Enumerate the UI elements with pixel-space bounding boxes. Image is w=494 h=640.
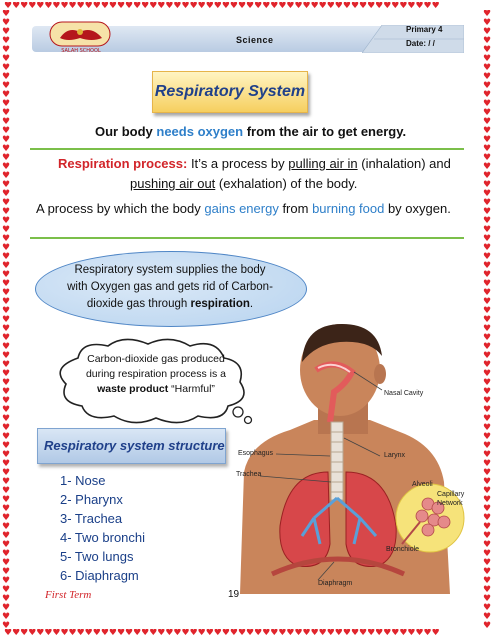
title-box [152,71,308,113]
respiration-text1: It’s a process by [187,156,289,171]
cloud-text [78,352,234,397]
grade-label: Primary 4 [406,25,443,34]
respiration-pull: pulling air in [288,156,358,171]
subject-label: Science [236,35,274,45]
label-alveoli: Alveoli [412,481,433,488]
heart-border-left: ♥♥♥♥♥♥♥♥♥♥♥♥♥♥♥♥♥♥♥♥♥♥♥♥♥♥♥♥♥♥♥♥♥♥♥♥♥♥♥♥♥♥♥♥♥♥♥♥♥♥♥♥♥♥♥♥♥♥♥♥♥♥♥♥♥♥♥♥♥ [2,10,11,630]
date-label: Date: / / [406,39,435,48]
label-bronchiole: Bronchiole [386,546,420,553]
respiration-push: pushing air out [130,176,216,191]
list-item: 1- Nose [60,473,106,488]
bubble-line-3 [60,296,280,313]
definition-part2: from [278,201,313,216]
definition-burning: burning food [312,201,385,216]
page-number: 19 [228,589,240,600]
structure-heading: Respiratory system structure [44,438,225,453]
cloud-line-1: Carbon-dioxide gas produced [87,353,225,365]
cloud-line-2: during respiration process is a [85,368,227,380]
list-item: 5- Two lungs [60,549,134,564]
logo-text: SALAH SCHOOL [61,48,101,54]
respiration-line-2 [130,176,357,191]
label-network: Network [437,500,463,507]
respiration-text2: (inhalation) and [357,156,451,171]
heart-border-bottom: ♥♥♥♥♥♥♥♥♥♥♥♥♥♥♥♥♥♥♥♥♥♥♥♥♥♥♥♥♥♥♥♥♥♥♥♥♥♥♥♥♥♥♥♥♥♥♥♥♥♥♥♥♥♥ [4,629,440,638]
definition-gains: gains energy [204,201,279,216]
label-diaphragm: Diaphragm [318,580,353,587]
bubble-line-3a: dioxide gas through [86,298,191,310]
cloud-line-3a: waste product [97,383,169,395]
structure-heading-box [37,428,226,464]
definition-part3: by oxygen. [384,201,451,216]
respiratory-system-illustration [230,322,465,594]
structure-list [60,471,145,585]
definition-line [36,201,451,216]
divider-top [30,148,464,150]
info-bubble-text [60,262,280,313]
divider-bottom [30,237,464,239]
intro-highlight: needs oxygen [156,124,244,139]
school-logo [46,20,116,54]
label-nasal-cavity: Nasal Cavity [384,390,424,397]
intro-part1: Our body [95,124,157,139]
definition-part1: A process by which the body [36,201,205,216]
cloud-line-3 [78,382,234,397]
list-item: 6- Diaphragm [60,568,139,583]
label-esophagus: Esophagus [238,450,274,457]
respiration-text3: (exhalation) of the body. [215,176,358,191]
page-title: Respiratory System [154,83,306,100]
bubble-line-1: Respiratory system supplies the body [74,264,266,276]
label-capillary: Capillary [437,491,465,498]
cloud-line-3b: “Harmful” [168,383,215,395]
footer-term: First Term [45,589,92,601]
list-item: 4- Two bronchi [60,530,146,545]
respiration-label: Respiration process: [58,156,188,171]
intro-line [95,124,406,139]
list-item: 2- Pharynx [60,492,123,507]
bubble-line-2: with Oxygen gas and gets rid of Carbon- [67,281,273,293]
heart-border-top: ♥♥♥♥♥♥♥♥♥♥♥♥♥♥♥♥♥♥♥♥♥♥♥♥♥♥♥♥♥♥♥♥♥♥♥♥♥♥♥♥♥♥♥♥♥♥♥♥♥♥♥♥♥♥ [4,2,440,11]
respiration-line-1 [58,156,451,171]
heart-border-right: ♥♥♥♥♥♥♥♥♥♥♥♥♥♥♥♥♥♥♥♥♥♥♥♥♥♥♥♥♥♥♥♥♥♥♥♥♥♥♥♥♥♥♥♥♥♥♥♥♥♥♥♥♥♥♥♥♥♥♥♥♥♥♥♥♥♥♥♥♥ [483,10,492,630]
page-header [32,22,464,56]
bubble-line-3b: respiration [190,298,250,310]
bubble-line-3c: . [249,298,254,310]
label-larynx: Larynx [384,452,406,459]
label-trachea: Trachea [236,471,262,478]
list-item: 3- Trachea [60,511,123,526]
intro-part2: from the air to get energy. [243,124,407,139]
